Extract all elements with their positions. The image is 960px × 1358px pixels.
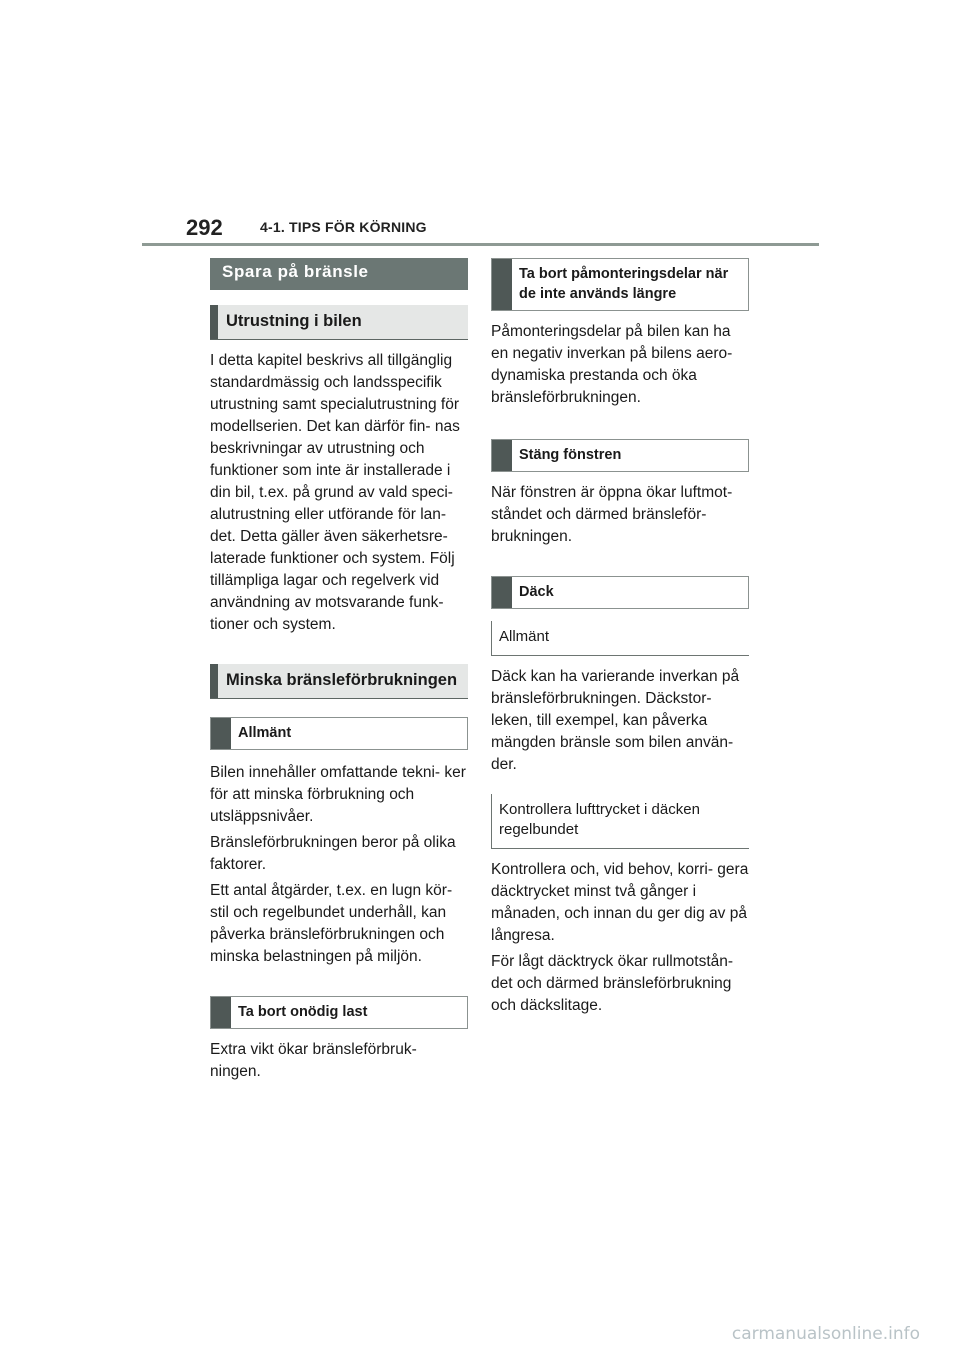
heading-windows-text: Stäng fönstren [519,447,622,463]
heading-reduce-consumption [210,664,468,699]
paragraph-tire-pressure-1: Kontrollera och, vid behov, korri- gera däcktrycket minst två gånger i månaden, och innan du ger dig av på långresa. [491,861,749,944]
heading-bar [210,664,218,698]
right-column [491,258,749,1017]
page-number: 292 [186,215,223,240]
heading-general [210,717,468,750]
heading-bar [210,305,218,339]
paragraph-windows: När fönstren är öppna ökar luftmot- ståndet och därmed bränsleför- brukningen. [491,484,733,545]
heading-box-bar [492,577,512,608]
heading-tires-text: Däck [519,584,554,600]
heading-addons [491,258,749,311]
heading-equipment [210,305,468,340]
paragraph-remove-load: Extra vikt ökar bränsleförbruk- ningen. [210,1041,417,1080]
paragraph-tires-general: Däck kan ha varierande inverkan på bränsleförbrukningen. Däckstor- leken, till exempel, kan påverka mängden bränsle som bilen använ- der. [491,668,740,773]
heading-equipment-text: Utrustning i bilen [226,312,362,330]
heading-addons-text: Ta bort påmonteringsdelar när de inte används längre [519,266,729,302]
heading-tires [491,576,749,609]
header-divider [142,243,819,246]
heading-remove-load-text: Ta bort onödig last [238,1004,368,1020]
subheading-tire-pressure-text: Kontrollera lufttrycket i däcken regelbundet [499,801,700,838]
paragraph-tire-pressure-2: För lågt däcktryck ökar rullmotstån- det och därmed bränsleförbrukning och däckslitage. [491,953,734,1014]
section-title: 4-1. TIPS FÖR KÖRNING [260,219,427,235]
heading-box-bar [492,440,512,471]
left-column [210,258,468,1083]
watermark: carmanualsonline.info [731,1324,920,1344]
heading-box-bar [492,259,512,310]
paragraph-general-3: Ett antal åtgärder, t.ex. en lugn kör- stil och regelbundet underhåll, kan påverka bränsleförbrukningen och minska belastningen på miljön. [210,882,453,965]
subheading-tires-general [491,621,749,656]
paragraph-general-2: Bränsleförbrukningen beror på olika faktorer. [210,834,456,873]
heading-remove-load [210,996,468,1029]
subheading-tires-general-text: Allmänt [499,628,550,645]
heading-reduce-consumption-text: Minska bränsleförbrukningen [226,671,458,689]
heading-windows [491,439,749,472]
subheading-tire-pressure [491,794,749,849]
paragraph-general-1: Bilen innehåller omfattande tekni- ker för att minska förbrukning och utsläppsnivåer. [210,764,466,825]
heading-general-text: Allmänt [238,725,292,741]
heading-box-bar [211,718,231,749]
chapter-banner: Spara på bränsle [210,258,468,290]
paragraph-addons: Påmonteringsdelar på bilen kan ha en negativ inverkan på bilens aero- dynamiska prestanda och öka bränsleförbrukningen. [491,323,733,406]
paragraph-equipment: I detta kapitel beskrivs all tillgänglig standardmässig och landsspecifik utrustning samt specialutrustning för modellserien. Det kan därför fin- nas beskrivningar av utrustning och funktioner som inte är installerade i din bil, t.ex. på grund av vald speci- alutrustning eller utförande för lan- det. Detta gäller även säkerhetsre- laterade funktioner och system. Följ tillämpliga lagar och regelverk vid användning av motsvarande funk- tioner och system. [210,352,460,633]
heading-box-bar [211,997,231,1028]
